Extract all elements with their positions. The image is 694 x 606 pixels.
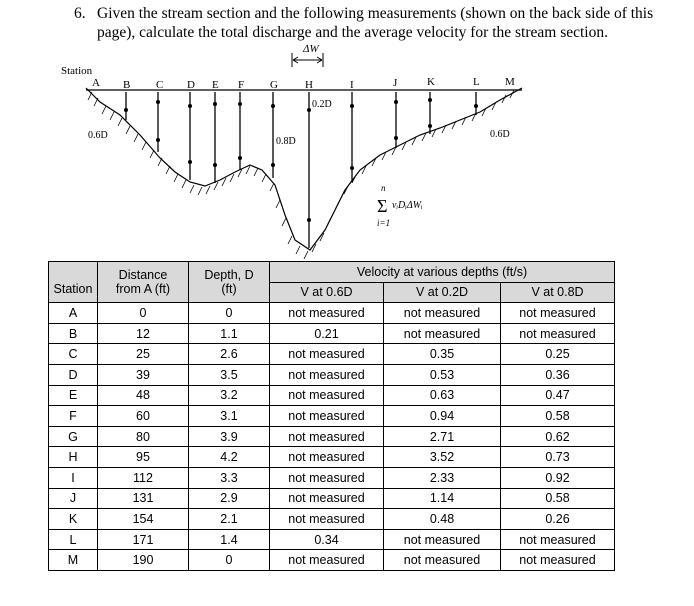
measurement-points bbox=[124, 98, 478, 222]
streambed-profile bbox=[86, 88, 522, 250]
station-letter: M bbox=[505, 76, 515, 88]
station-letter: F bbox=[238, 79, 245, 91]
cell-v08: 0.92 bbox=[501, 467, 615, 488]
cell-v08: not measured bbox=[501, 529, 615, 550]
cell-distance: 190 bbox=[98, 550, 189, 571]
station-letter: A bbox=[92, 77, 100, 89]
cell-v06: not measured bbox=[270, 303, 384, 324]
table-row bbox=[49, 323, 615, 344]
cell-depth: 3.5 bbox=[189, 364, 270, 385]
table-header-row bbox=[49, 262, 615, 283]
cell-depth: 2.9 bbox=[189, 488, 270, 509]
table-row bbox=[49, 344, 615, 365]
table-row bbox=[49, 447, 615, 468]
cell-station: E bbox=[49, 385, 98, 406]
measurements-table bbox=[48, 261, 615, 571]
formula-sigma: Σ bbox=[377, 196, 388, 216]
cell-distance: 131 bbox=[98, 488, 189, 509]
formula-lower-limit: i=1 bbox=[377, 218, 391, 228]
cell-depth: 3.3 bbox=[189, 467, 270, 488]
cell-v02: 3.52 bbox=[384, 447, 501, 468]
station-letter: G bbox=[270, 79, 278, 91]
table-row bbox=[49, 406, 615, 427]
cell-v08: 0.47 bbox=[501, 385, 615, 406]
station-letter: I bbox=[350, 79, 354, 91]
cell-v02: not measured bbox=[384, 529, 501, 550]
station-letter: H bbox=[305, 79, 313, 91]
header-depth-line2: (ft) bbox=[189, 282, 270, 303]
cell-v02: not measured bbox=[384, 303, 501, 324]
table-subheader-row bbox=[49, 282, 615, 303]
table-row bbox=[49, 509, 615, 530]
label-02d: 0.2D bbox=[312, 99, 332, 110]
cell-v02: 1.14 bbox=[384, 488, 501, 509]
table-row bbox=[49, 488, 615, 509]
cell-distance: 171 bbox=[98, 529, 189, 550]
cell-v06: not measured bbox=[270, 426, 384, 447]
cell-v08: 0.73 bbox=[501, 447, 615, 468]
header-v08: V at 0.8D bbox=[501, 282, 615, 303]
cell-station: L bbox=[49, 529, 98, 550]
cell-v08: not measured bbox=[501, 323, 615, 344]
table-row bbox=[49, 364, 615, 385]
problem-text-line2: page), calculate the total discharge and the average velocity for the stream section. bbox=[97, 24, 608, 41]
problem-statement bbox=[0, 4, 694, 44]
table-row bbox=[49, 467, 615, 488]
header-station: Station bbox=[49, 282, 98, 303]
delta-w-label: ΔW bbox=[303, 43, 319, 55]
problem-text-line1: Given the stream section and the following measurements (shown on the back side of this bbox=[97, 5, 654, 22]
cell-depth: 3.1 bbox=[189, 406, 270, 427]
cell-v06: not measured bbox=[270, 406, 384, 427]
label-08d: 0.8D bbox=[276, 136, 296, 147]
stream-section-diagram bbox=[0, 40, 694, 260]
cell-depth: 2.1 bbox=[189, 509, 270, 530]
cell-depth: 0 bbox=[189, 550, 270, 571]
cell-v06: not measured bbox=[270, 385, 384, 406]
cell-station: C bbox=[49, 344, 98, 365]
cell-v06: not measured bbox=[270, 344, 384, 365]
table-row bbox=[49, 385, 615, 406]
cell-v08: 0.62 bbox=[501, 426, 615, 447]
cell-distance: 95 bbox=[98, 447, 189, 468]
cell-v02: 2.33 bbox=[384, 467, 501, 488]
header-distance-line1: Distance bbox=[98, 262, 189, 283]
header-distance-line2: from A (ft) bbox=[98, 282, 189, 303]
cell-distance: 0 bbox=[98, 303, 189, 324]
table-body bbox=[49, 303, 615, 571]
station-letter: C bbox=[156, 79, 164, 91]
cell-v02: 0.48 bbox=[384, 509, 501, 530]
cell-station: B bbox=[49, 323, 98, 344]
problem-number: 6. bbox=[74, 5, 86, 22]
cell-depth: 2.6 bbox=[189, 344, 270, 365]
cell-v02: 0.35 bbox=[384, 344, 501, 365]
cell-v06: not measured bbox=[270, 550, 384, 571]
cell-v02: 2.71 bbox=[384, 426, 501, 447]
label-06d-left: 0.6D bbox=[88, 130, 108, 141]
cell-distance: 12 bbox=[98, 323, 189, 344]
cell-v06: not measured bbox=[270, 364, 384, 385]
cell-station: G bbox=[49, 426, 98, 447]
header-velocity-group: Velocity at various depths (ft/s) bbox=[270, 262, 615, 283]
cell-v06: 0.21 bbox=[270, 323, 384, 344]
cell-v08: 0.58 bbox=[501, 406, 615, 427]
cell-v08: 0.36 bbox=[501, 364, 615, 385]
cell-distance: 112 bbox=[98, 467, 189, 488]
delta-w-arrow bbox=[292, 53, 323, 67]
cell-distance: 48 bbox=[98, 385, 189, 406]
cell-station: H bbox=[49, 447, 98, 468]
cell-distance: 39 bbox=[98, 364, 189, 385]
label-06d-right: 0.6D bbox=[490, 129, 510, 140]
formula-body: vᵢDᵢΔWᵢ bbox=[392, 200, 423, 211]
cell-station: F bbox=[49, 406, 98, 427]
cell-depth: 0 bbox=[189, 303, 270, 324]
station-letter: E bbox=[212, 79, 219, 91]
cell-station: D bbox=[49, 364, 98, 385]
cell-v08: not measured bbox=[501, 550, 615, 571]
cell-v06: 0.34 bbox=[270, 529, 384, 550]
cell-v08: 0.26 bbox=[501, 509, 615, 530]
header-depth-line1: Depth, D bbox=[189, 262, 270, 283]
cell-depth: 3.9 bbox=[189, 426, 270, 447]
cell-depth: 3.2 bbox=[189, 385, 270, 406]
cell-v02: 0.53 bbox=[384, 364, 501, 385]
cell-v06: not measured bbox=[270, 488, 384, 509]
station-letter: L bbox=[473, 76, 480, 88]
station-letter: B bbox=[123, 79, 131, 91]
cell-v08: 0.58 bbox=[501, 488, 615, 509]
cell-distance: 154 bbox=[98, 509, 189, 530]
cell-station: J bbox=[49, 488, 98, 509]
cell-v08: 0.25 bbox=[501, 344, 615, 365]
cell-distance: 60 bbox=[98, 406, 189, 427]
cell-station: A bbox=[49, 303, 98, 324]
cell-depth: 4.2 bbox=[189, 447, 270, 468]
header-v02: V at 0.2D bbox=[384, 282, 501, 303]
station-letter: J bbox=[393, 77, 398, 89]
cell-v02: not measured bbox=[384, 323, 501, 344]
formula-upper-limit: n bbox=[381, 183, 386, 193]
cell-distance: 80 bbox=[98, 426, 189, 447]
station-letter: D bbox=[187, 79, 195, 91]
cell-v06: not measured bbox=[270, 509, 384, 530]
cell-v02: 0.63 bbox=[384, 385, 501, 406]
cell-v06: not measured bbox=[270, 467, 384, 488]
station-letter: K bbox=[427, 76, 435, 88]
table-row bbox=[49, 303, 615, 324]
cell-v02: not measured bbox=[384, 550, 501, 571]
cell-depth: 1.4 bbox=[189, 529, 270, 550]
cell-station: M bbox=[49, 550, 98, 571]
cell-v02: 0.94 bbox=[384, 406, 501, 427]
cell-v08: not measured bbox=[501, 303, 615, 324]
cell-station: K bbox=[49, 509, 98, 530]
station-verticals bbox=[126, 92, 476, 248]
table-row bbox=[49, 426, 615, 447]
table-row bbox=[49, 550, 615, 571]
header-v06: V at 0.6D bbox=[270, 282, 384, 303]
streambed-hatching bbox=[88, 90, 514, 259]
station-letters bbox=[92, 76, 515, 91]
table-row bbox=[49, 529, 615, 550]
cell-distance: 25 bbox=[98, 344, 189, 365]
station-label: Station bbox=[61, 65, 93, 77]
cell-station: I bbox=[49, 467, 98, 488]
cell-v06: not measured bbox=[270, 447, 384, 468]
cell-depth: 1.1 bbox=[189, 323, 270, 344]
